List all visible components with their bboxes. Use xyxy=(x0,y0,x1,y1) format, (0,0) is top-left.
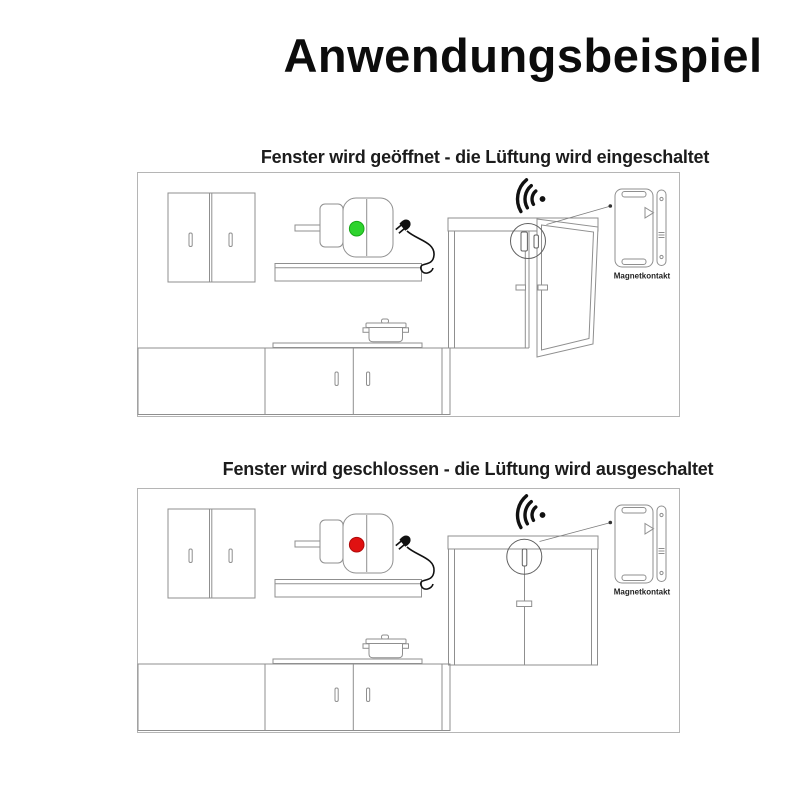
pot-handle xyxy=(363,328,369,333)
pot-lid xyxy=(366,323,406,328)
cooktop xyxy=(273,343,422,348)
cooktop xyxy=(273,659,422,664)
magnet-contact-device xyxy=(615,189,666,267)
scene-1-caption: Fenster wird geöffnet - die Lüftung wird eingeschaltet xyxy=(260,147,710,167)
wall-cabinet xyxy=(168,509,255,598)
wifi-signal-icon xyxy=(515,179,548,216)
page-title: Anwendungsbeispiel xyxy=(283,29,763,82)
sensor-front-view xyxy=(615,189,653,267)
shelf xyxy=(275,264,422,282)
window-handle xyxy=(516,285,526,290)
wifi-signal-icon xyxy=(515,495,548,532)
base-counter xyxy=(138,348,450,415)
scene-2-diagram xyxy=(137,488,680,733)
window-handle xyxy=(538,285,548,290)
pot-handle xyxy=(363,644,369,649)
window-head-frame xyxy=(448,536,598,549)
window-handle xyxy=(517,601,532,607)
magnet-bar xyxy=(534,235,538,248)
smart-plug-device xyxy=(295,198,434,273)
magnet-contact-device xyxy=(615,505,666,583)
wall-cabinet xyxy=(168,193,255,282)
plug-pins xyxy=(295,541,321,547)
sensor-front-view xyxy=(615,505,653,583)
sensor-bar xyxy=(522,549,527,566)
cooking-pot xyxy=(363,319,409,342)
indicator-light xyxy=(349,537,364,552)
magnet-contact-label: Magnetkontakt xyxy=(613,271,671,281)
sensor-side-view xyxy=(657,506,666,582)
smart-plug-device xyxy=(295,514,434,589)
scene-2-caption: Fenster wird geschlossen - die Lüftung wird ausgeschaltet xyxy=(222,459,714,479)
cooking-pot xyxy=(363,635,409,658)
magnet-contact-label: Magnetkontakt xyxy=(613,587,671,597)
sensor-bar xyxy=(521,232,527,251)
pot-body xyxy=(369,644,403,658)
pot-lid-knob xyxy=(382,319,389,323)
pot-handle xyxy=(403,644,409,649)
indicator-light xyxy=(349,221,364,236)
base-counter xyxy=(138,664,450,731)
plug-pins xyxy=(295,225,321,231)
sensor-side-view xyxy=(657,190,666,266)
scene-1-diagram xyxy=(137,172,680,417)
pot-lid-knob xyxy=(382,635,389,639)
pot-lid xyxy=(366,639,406,644)
shelf xyxy=(275,580,422,598)
plug-block xyxy=(320,204,343,247)
pot-handle xyxy=(403,328,409,333)
plug-block xyxy=(320,520,343,563)
pot-body xyxy=(369,328,403,342)
